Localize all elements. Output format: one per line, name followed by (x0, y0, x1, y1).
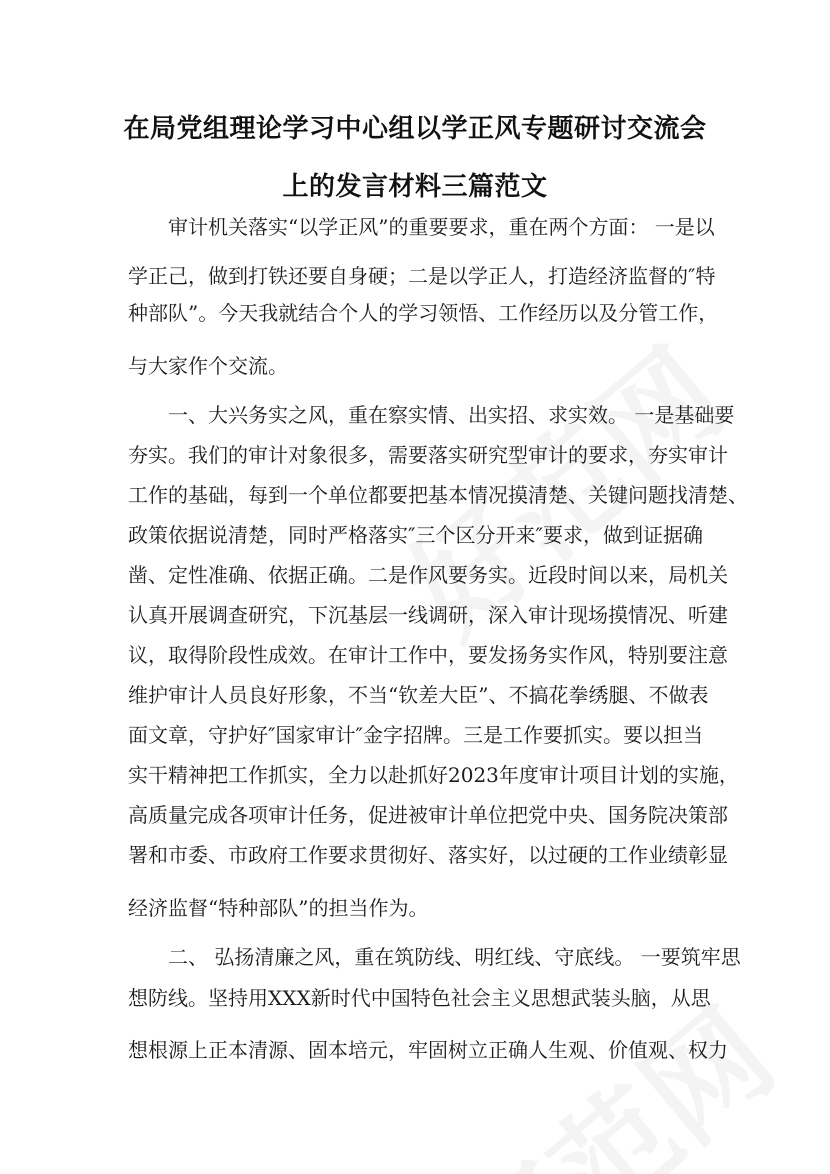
paragraph-line: 学正己，做到打铁还要自身硬；二是以学正人，打造经济监督的″特 (128, 264, 716, 288)
paragraph-line: 政策依据说清楚，同时严格落实″三个区分开来″要求，做到证据确 (128, 523, 703, 547)
paragraph-line: 议，取得阶段性成效。在审计工作中，要发扬务实作风，特别要注意 (128, 643, 728, 667)
paragraph-line: 二、 弘扬清廉之风，重在筑防线、明红线、守底线。 一要筑牢思 (168, 945, 741, 969)
paragraph-line: 想根源上正本清源、固本培元，牢固树立正确人生观、价值观、权力 (128, 1038, 728, 1062)
paragraph-line: 高质量完成各项审计任务，促进被审计单位把党中央、国务院决策部 (128, 803, 728, 827)
document-title-line-2: 上的发言材料三篇范文 (282, 172, 548, 202)
paragraph-line: 一、大兴务实之风，重在察实情、出实招、求实效。 一是基础要 (168, 403, 735, 427)
paragraph-line: 与大家作个交流。 (128, 354, 288, 378)
paragraph-line: 面文章，守护好″国家审计″金字招牌。三是工作要抓实。要以担当 (128, 723, 703, 747)
paragraph-line: 夯实。我们的审计对象很多，需要落实研究型审计的要求，夯实审计 (128, 443, 728, 467)
paragraph-line: 种部队”。今天我就结合个人的学习领悟、工作经历以及分管工作， (128, 301, 719, 325)
paragraph-line: 署和市委、市政府工作要求贯彻好、落实好，以过硬的工作业绩彰显 (128, 843, 728, 867)
paragraph-line: 维护审计人员良好形象，不当“钦差大臣”、不搞花拳绣腿、不做表 (128, 683, 709, 707)
paragraph-line: 凿、定性准确、依据正确。二是作风要务实。近段时间以来，局机关 (128, 563, 728, 587)
paragraph-line: 实干精神把工作抓实，全力以赴抓好2023年度审计项目计划的实施， (128, 763, 739, 787)
paragraph-line: 经济监督“特种部队”的担当作为。 (128, 896, 429, 920)
paragraph-line: 认真开展调查研究，下沉基层一线调研，深入审计现场摸情况、听建 (128, 603, 728, 627)
paragraph-line: 审计机关落实“以学正风”的重要要求，重在两个方面： 一是以 (168, 215, 715, 239)
document-title-line-1: 在局党组理论学习中心组以学正风专题研讨交流会 (123, 114, 707, 144)
paragraph-line: 工作的基础，每到一个单位都要把基本情况摸清楚、关键问题找清楚、 (128, 483, 748, 507)
paragraph-line: 想防线。坚持用XXX新时代中国特色社会主义思想武装头脑，从思 (128, 986, 711, 1010)
